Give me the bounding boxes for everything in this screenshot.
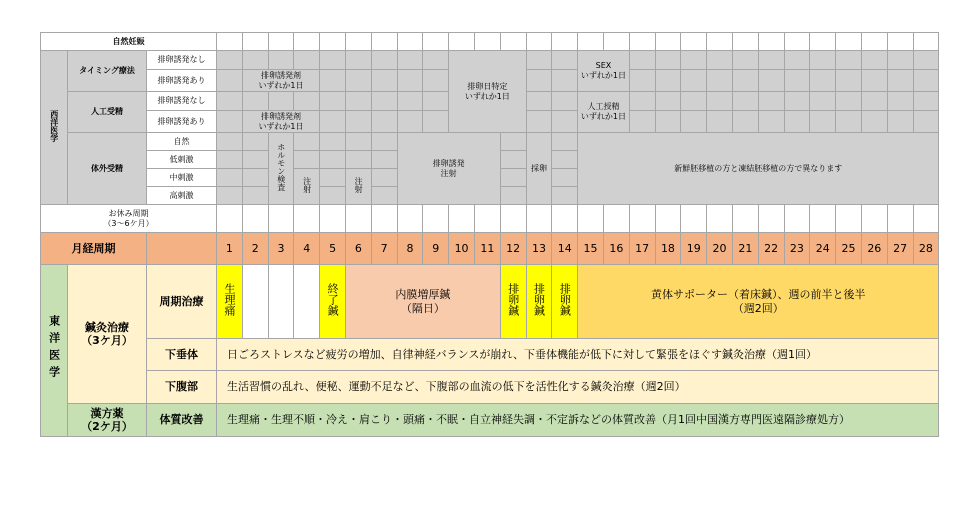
ovulation-day-note: 排卵日特定 いずれか1日 xyxy=(449,51,526,133)
day-number: 27 xyxy=(887,233,913,265)
row-label: 排卵誘発あり xyxy=(147,70,217,92)
western-medicine-label: 西洋医学 xyxy=(41,51,68,205)
cycle-treatment-label: 周期治療 xyxy=(147,265,217,339)
day-number: 28 xyxy=(913,233,939,265)
injection-note-2: 注射 xyxy=(345,169,371,205)
ovulation-needle-13: 排卵鍼 xyxy=(526,265,552,339)
day-number: 17 xyxy=(629,233,655,265)
day-number: 16 xyxy=(603,233,629,265)
abdomen-label: 下腹部 xyxy=(147,371,217,404)
eastern-medicine-label: 東洋医学 xyxy=(41,265,68,437)
treatment-schedule-table xyxy=(40,32,939,437)
ovulation-needle-12: 排卵鍼 xyxy=(500,265,526,339)
end-needle-cell: 終了鍼 xyxy=(320,265,346,339)
timing-therapy-label: タイミング療法 xyxy=(68,51,147,92)
acupuncture-label: 鍼灸治療 （3ケ月） xyxy=(68,265,147,404)
day-number: 5 xyxy=(320,233,346,265)
day-number: 8 xyxy=(397,233,423,265)
endometrium-needle-cell: 内膜増厚鍼 （隔日） xyxy=(345,265,500,339)
day-number: 7 xyxy=(371,233,397,265)
constitution-text: 生理痛・生理不順・冷え・肩こり・頭痛・不眠・自立神経失調・不定訴などの体質改善（月1回中国漢方専門医遠隔診療処方） xyxy=(217,404,939,437)
herbal-medicine-label: 漢方薬 （2ケ月） xyxy=(68,404,147,437)
transfer-note: 新鮮胚移植の方と凍結胚移植の方で異なります xyxy=(578,133,939,205)
day-number: 6 xyxy=(345,233,371,265)
menstrual-pain-cell: 生理痛 xyxy=(217,265,243,339)
day-number: 14 xyxy=(552,233,578,265)
day-number: 11 xyxy=(474,233,500,265)
row-label: 自然 xyxy=(147,133,217,151)
abdomen-text: 生活習慣の乱れ、便秘、運動不足など、下腹部の血流の低下を活性化する鍼灸治療（週2回） xyxy=(217,371,939,404)
ovulation-needle-14: 排卵鍼 xyxy=(552,265,578,339)
artificial-insemination-label: 人工受精 xyxy=(68,92,147,133)
induce-injection-note: 排卵誘発 注射 xyxy=(397,133,500,205)
day-number: 4 xyxy=(294,233,320,265)
induce-drug-note: 排卵誘発剤 いずれか1日 xyxy=(242,70,319,92)
row-label: 低刺激 xyxy=(147,151,217,169)
rest-period-label: お休み周期 （3～6ケ月） xyxy=(41,205,217,233)
row-label: 高刺激 xyxy=(147,187,217,205)
hormone-test-note: ホルモン検査 xyxy=(268,133,294,205)
day-number: 12 xyxy=(500,233,526,265)
day-number: 22 xyxy=(758,233,784,265)
day-number: 2 xyxy=(242,233,268,265)
row-label: 中刺激 xyxy=(147,169,217,187)
day-number: 10 xyxy=(449,233,475,265)
cycle-label: 月経周期 xyxy=(41,233,147,265)
constitution-label: 体質改善 xyxy=(147,404,217,437)
sex-note: SEX いずれか1日 xyxy=(578,51,630,92)
day-number: 18 xyxy=(655,233,681,265)
day-number: 23 xyxy=(784,233,810,265)
day-number: 20 xyxy=(707,233,733,265)
row-label: 排卵誘発なし xyxy=(147,51,217,70)
day-number: 13 xyxy=(526,233,552,265)
row-label: 排卵誘発あり xyxy=(147,111,217,133)
luteal-support-cell: 黄体サポーター（着床鍼）、週の前半と後半 （週2回） xyxy=(578,265,939,339)
day-number: 26 xyxy=(861,233,887,265)
day-number: 19 xyxy=(681,233,707,265)
day-number: 1 xyxy=(217,233,243,265)
day-number: 24 xyxy=(810,233,836,265)
day-number: 9 xyxy=(423,233,449,265)
pituitary-label: 下垂体 xyxy=(147,339,217,371)
insemination-note: 人工授精 いずれか1日 xyxy=(578,92,630,133)
natural-pregnancy-label: 自然妊娠 xyxy=(41,33,217,51)
ivf-label: 体外受精 xyxy=(68,133,147,205)
day-number: 15 xyxy=(578,233,604,265)
day-number: 3 xyxy=(268,233,294,265)
injection-note-1: 注射 xyxy=(294,169,320,205)
day-number: 21 xyxy=(732,233,758,265)
egg-retrieval-note: 採卵 xyxy=(526,133,552,205)
pituitary-text: 日ごろストレスなど疲労の増加、自律神経バランスが崩れ、下垂体機能が低下に対して緊張をほぐす鍼灸治療（週1回） xyxy=(217,339,939,371)
induce-drug-note-2: 排卵誘発剤 いずれか1日 xyxy=(242,111,319,133)
day-number: 25 xyxy=(836,233,862,265)
row-label: 排卵誘発なし xyxy=(147,92,217,111)
